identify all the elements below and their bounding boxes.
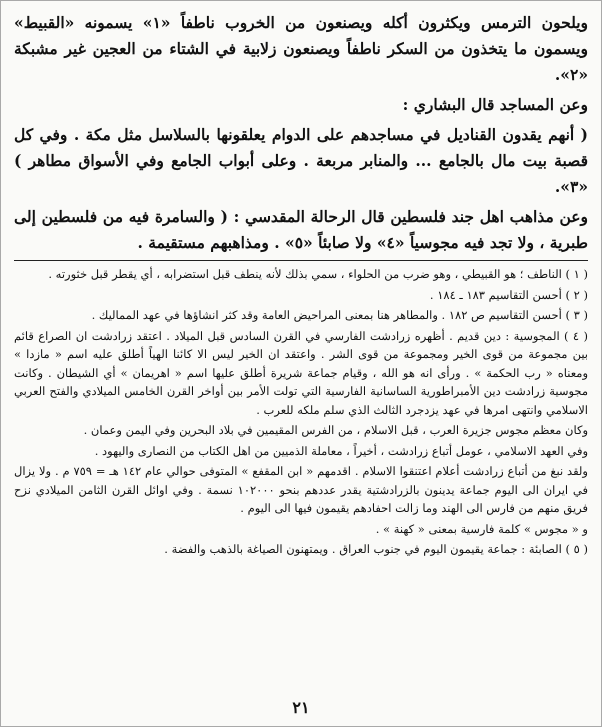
document-page bbox=[14, 10, 588, 561]
footnote: وكان معظم مجوس جزيرة العرب ، قبل الاسلام ، من الفرس المقيمين في بلاد البحرين وفي اليمن وعمان . bbox=[83, 423, 588, 437]
footnote: و « مجوس » كلمة فارسية بمعنى « كهنة » . bbox=[375, 521, 588, 536]
footnote: ( ٢ ) أحسن التقاسيم ١٨٣ ـ ١٨٤ . bbox=[429, 287, 588, 302]
footnote: ( ٤ ) المجوسية : دين قديم . أظهره زرادشت الفارسي في القرن السادس قبل الميلاد . اعتقد زرادشت ان الصراع قائم بين مجموعة من قوى الخير ومجموعة من قوى الشر . واعتقد ان الخير ليس الا كائنا الهياً أطلق عليه اسم « مازدا » ومعناه « رب الحكمة » . ورأى انه هو الله ، وقيام جماعة شريرة أطلق عليها اسم « اهريمان » أي الشيطان . وكانت مجوسية زرادشت دين الأمبراطورية الساسانية الفارسية التي تولت الأمر بين أواخر القرن الخامس الميلادي والفتح العربي الاسلامي وانتهى امرها في عهد يزدجرد الثالث الذي سلم ملكه للعرب . bbox=[14, 328, 588, 417]
body-paragraph: وعن مذاهب اهل جند فلسطين قال الرحالة المقدسي : ( والسامرة فيه من فلسطين إلى طبرية ، ولا تجد فيه مجوسياً «٤» ولا صابئاً «٥» . ومذاهبهم مستقيمة . bbox=[14, 207, 588, 252]
footnote-divider bbox=[14, 260, 588, 261]
footnote: ( ٥ ) الصابئة : جماعة يقيمون اليوم في جنوب العراق . ويمتهنون الصياغة بالذهب والفضة . bbox=[164, 542, 588, 556]
footnote: ( ٣ ) أحسن التقاسيم ص ١٨٢ . والمطاهر هنا بمعنى المراحيض العامة وقد كثر انشاؤها في عهد المماليك . bbox=[91, 308, 588, 322]
footnote: ( ١ ) الناطف ؛ هو القبيطي ، وهو ضرب من الحلواء ، سمي بذلك لأنه ينطف قبل استضرابه ، أي يقطر قبل خثورته . bbox=[48, 267, 588, 281]
footnote: وفي العهد الاسلامي ، عومل أتباع زرادشت ، أخيراً ، معاملة الذميين من اهل الكتاب من النصارى واليهود . bbox=[94, 443, 588, 458]
body-paragraph: ( أنهم يقدون القناديل في مساجدهم على الدوام يعلقونها بالسلاسل مثل مكة . وفي كل قصبة بيت مال بالجامع ... والمنابر مربعة . وعلى أبواب الجامع وفي الأسواق مطاهر ) «٣». bbox=[14, 125, 588, 196]
body-paragraph: ويلحون الترمس ويكثرون أكله ويصنعون من الخروب ناطفاً «١» يسمونه «القبيط» ويسمون ما يتخذون من السكر ناطفاً ويصنعون زلابية في الشتاء من العجين غير مشبكة «٢». bbox=[14, 13, 589, 84]
footnotes bbox=[14, 265, 588, 559]
page-number: ٢١ bbox=[292, 698, 310, 717]
main-text bbox=[14, 10, 588, 256]
body-paragraph: وعن المساجد قال البشاري : bbox=[402, 95, 588, 114]
footnote: ولقد نبغ من أتباع زرادشت أعلام اعتنقوا الاسلام . اقدمهم « ابن المقفع » المتوفى حوالي عام ١٤٢ هـ = ٧٥٩ م . ولا يزال في ايران الى اليوم جماعة يدينون بالزرادشتية يقدر عددهم بنحو ١٠٢٠٠٠ نسمة . وفي اوائل القرن الثامن الميلادي نزح فريق منهم من فارس الى الهند وما زالت احفادهم يقيمون فيها الى اليوم . bbox=[14, 464, 588, 515]
